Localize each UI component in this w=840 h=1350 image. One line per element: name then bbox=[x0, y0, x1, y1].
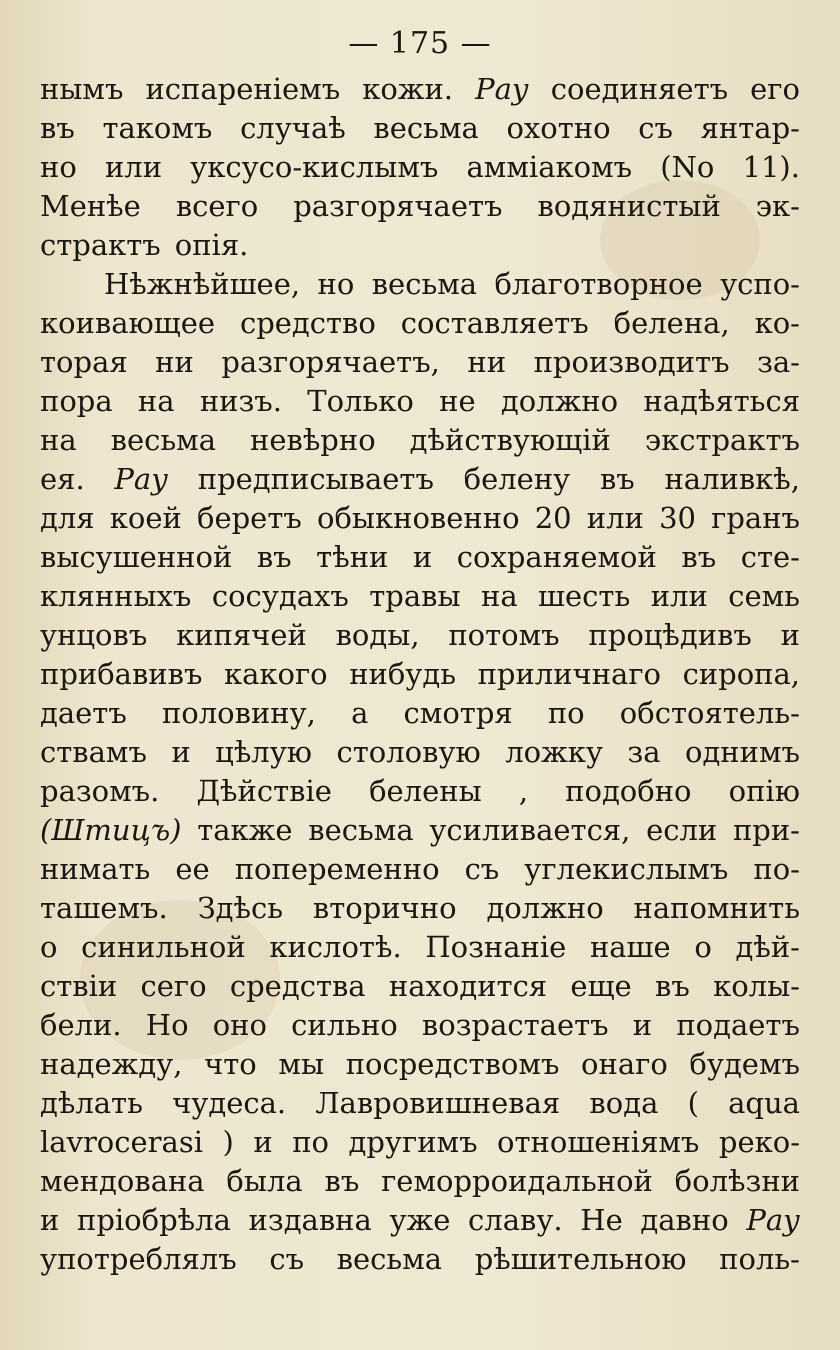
text-line bbox=[40, 265, 800, 304]
word: не bbox=[439, 384, 476, 418]
word: бели. bbox=[40, 1008, 122, 1042]
word: столовую bbox=[336, 735, 481, 769]
word: дѣйствующій bbox=[409, 423, 611, 457]
word: должно bbox=[500, 384, 619, 418]
word: въ bbox=[40, 111, 75, 145]
word: вода bbox=[589, 1086, 659, 1120]
text-line bbox=[40, 148, 800, 187]
word: за bbox=[627, 735, 661, 769]
word: сте- bbox=[740, 540, 800, 574]
word: нибудь bbox=[349, 657, 457, 691]
text-line bbox=[40, 1084, 800, 1123]
text-line bbox=[40, 772, 800, 811]
page-number: — 175 — bbox=[348, 26, 492, 61]
word: нымъ bbox=[40, 72, 124, 106]
text-line bbox=[40, 1123, 800, 1162]
word: сильно bbox=[291, 1008, 398, 1042]
word: съ bbox=[269, 1242, 305, 1276]
word: коивающее bbox=[40, 306, 216, 340]
word: весьма bbox=[308, 813, 414, 847]
text-line bbox=[40, 1006, 800, 1045]
word: ложку bbox=[505, 735, 603, 769]
word: если bbox=[646, 813, 718, 847]
word: была bbox=[226, 1164, 303, 1198]
word: амміакомъ bbox=[466, 150, 633, 184]
word: Рау bbox=[114, 462, 169, 496]
word: ) bbox=[222, 1125, 234, 1159]
word: весьма bbox=[373, 111, 479, 145]
word: янтар- bbox=[700, 111, 800, 145]
text-line bbox=[40, 811, 800, 850]
word: Рау bbox=[475, 72, 529, 106]
word: ее bbox=[175, 852, 210, 886]
word: надежду, bbox=[40, 1047, 183, 1081]
word: рѣшительною bbox=[474, 1242, 687, 1276]
word: должно bbox=[486, 891, 604, 925]
word: предписываетъ bbox=[197, 462, 434, 496]
word: и bbox=[40, 1203, 60, 1237]
word: пора bbox=[40, 384, 113, 418]
text-line bbox=[40, 187, 800, 226]
word: о bbox=[694, 930, 712, 964]
word: разгорячаетъ bbox=[293, 189, 503, 223]
word: а bbox=[351, 696, 369, 730]
word: Познаніе bbox=[425, 930, 567, 964]
word: по bbox=[292, 1125, 329, 1159]
word: aqua bbox=[728, 1086, 800, 1120]
word: ея. bbox=[40, 462, 85, 496]
text-line bbox=[40, 577, 800, 616]
word: нимать bbox=[40, 852, 151, 886]
word: и bbox=[171, 735, 191, 769]
word: Не bbox=[580, 1203, 623, 1237]
word: опія. bbox=[174, 228, 249, 262]
word: на bbox=[480, 579, 518, 613]
text-line bbox=[40, 304, 800, 343]
word: попеременно bbox=[234, 852, 440, 886]
word: страктъ bbox=[40, 228, 161, 262]
text-line bbox=[40, 460, 800, 499]
word: будемъ bbox=[689, 1047, 800, 1081]
word: Менѣе bbox=[40, 189, 141, 223]
word: однимъ bbox=[684, 735, 800, 769]
word: наливкѣ, bbox=[664, 462, 800, 496]
word: разгорячаетъ, bbox=[221, 345, 440, 379]
word: давно bbox=[640, 1203, 729, 1237]
word: обыкновенно bbox=[317, 501, 520, 535]
text-line bbox=[40, 499, 800, 538]
word: съ bbox=[464, 852, 500, 886]
word: средства bbox=[229, 969, 366, 1003]
word: коей bbox=[109, 501, 182, 535]
word: синильной bbox=[81, 930, 246, 964]
word: Лавровишневая bbox=[315, 1086, 561, 1120]
word: 11). bbox=[742, 150, 800, 184]
word: воды, bbox=[335, 618, 420, 652]
word: въ bbox=[256, 540, 292, 574]
word: по- bbox=[753, 852, 800, 886]
word: эк- bbox=[755, 189, 800, 223]
word: цѣлую bbox=[215, 735, 313, 769]
text-line bbox=[40, 889, 800, 928]
word: мендована bbox=[40, 1164, 205, 1198]
word: дѣй- bbox=[735, 930, 800, 964]
word: уже bbox=[389, 1203, 451, 1237]
word: торая bbox=[40, 345, 128, 379]
word: ( bbox=[687, 1086, 699, 1120]
word: но bbox=[40, 150, 77, 184]
word: половину, bbox=[161, 696, 316, 730]
word: семь bbox=[728, 579, 800, 613]
word: что bbox=[204, 1047, 257, 1081]
word: и bbox=[780, 618, 800, 652]
text-line bbox=[40, 343, 800, 382]
word: тѣни bbox=[316, 540, 389, 574]
word: сосудахъ bbox=[211, 579, 349, 613]
word: 20 bbox=[534, 501, 572, 535]
word: беретъ bbox=[197, 501, 302, 535]
word: ни bbox=[155, 345, 194, 379]
word: также bbox=[197, 813, 293, 847]
word: благотворное bbox=[494, 267, 703, 301]
word: уксусо-кислымъ bbox=[190, 150, 439, 184]
word: и bbox=[412, 540, 433, 574]
body-text bbox=[40, 70, 800, 1279]
word: гранъ bbox=[711, 501, 800, 535]
word: смотря bbox=[403, 696, 513, 730]
word: весьма bbox=[371, 267, 478, 301]
word: случаѣ bbox=[240, 111, 346, 145]
word: геморроидальной bbox=[381, 1164, 653, 1198]
word: при- bbox=[732, 813, 800, 847]
word: или bbox=[650, 579, 708, 613]
word: успо- bbox=[720, 267, 800, 301]
word: издавна bbox=[248, 1203, 372, 1237]
word: чудеса. bbox=[172, 1086, 287, 1120]
word: въ bbox=[599, 462, 635, 496]
word: еще bbox=[570, 969, 632, 1003]
text-line bbox=[40, 421, 800, 460]
word: поль- bbox=[719, 1242, 800, 1276]
word: ни bbox=[467, 345, 507, 379]
word: средство bbox=[239, 306, 376, 340]
word: въ bbox=[324, 1164, 360, 1198]
word: сего bbox=[140, 969, 207, 1003]
word: ствіи bbox=[40, 969, 118, 1003]
word: наше bbox=[589, 930, 671, 964]
word: реко- bbox=[718, 1125, 800, 1159]
word: Но bbox=[145, 1008, 189, 1042]
word: углекислымъ bbox=[524, 852, 729, 886]
word: ко- bbox=[754, 306, 800, 340]
word: въ bbox=[681, 540, 717, 574]
text-line bbox=[40, 616, 800, 655]
word: всего bbox=[175, 189, 259, 223]
word: мы bbox=[278, 1047, 325, 1081]
word: обстоятель- bbox=[619, 696, 800, 730]
text-line bbox=[40, 109, 800, 148]
word: онаго bbox=[581, 1047, 668, 1081]
word: высушенной bbox=[40, 540, 233, 574]
word: опію bbox=[728, 774, 800, 808]
word: болѣзни bbox=[674, 1164, 800, 1198]
word: на bbox=[137, 384, 175, 418]
text-line bbox=[40, 1240, 800, 1279]
word: въ bbox=[655, 969, 690, 1003]
word: посредствомъ bbox=[345, 1047, 560, 1081]
word: сохраняемой bbox=[456, 540, 657, 574]
word: на bbox=[40, 423, 77, 457]
text-line bbox=[40, 226, 800, 265]
word: вторично bbox=[312, 891, 457, 925]
word: , bbox=[518, 774, 529, 808]
word: составляетъ bbox=[400, 306, 589, 340]
word: весьма bbox=[110, 423, 216, 457]
word: кипячей bbox=[176, 618, 307, 652]
word: ствамъ bbox=[40, 735, 147, 769]
word: травы bbox=[369, 579, 461, 613]
word: приличнаго bbox=[477, 657, 661, 691]
word: низъ. bbox=[199, 384, 282, 418]
word: даетъ bbox=[40, 696, 127, 730]
word: и bbox=[632, 1008, 653, 1042]
text-line bbox=[40, 694, 800, 733]
word: шесть bbox=[538, 579, 631, 613]
text-line bbox=[40, 655, 800, 694]
word: белена, bbox=[613, 306, 730, 340]
word: оно bbox=[212, 1008, 267, 1042]
word: белены bbox=[369, 774, 482, 808]
word: возрастаетъ bbox=[421, 1008, 609, 1042]
word: напомнить bbox=[633, 891, 800, 925]
word: такомъ bbox=[102, 111, 213, 145]
text-line bbox=[40, 850, 800, 889]
word: lavrocerasi bbox=[40, 1125, 203, 1159]
text-line bbox=[40, 382, 800, 421]
word: подаетъ bbox=[676, 1008, 800, 1042]
word: производитъ bbox=[533, 345, 730, 379]
word: Здѣсь bbox=[197, 891, 284, 925]
word: невѣрно bbox=[250, 423, 376, 457]
text-line bbox=[40, 967, 800, 1006]
word: находится bbox=[388, 969, 548, 1003]
word: процѣдивъ bbox=[588, 618, 752, 652]
text-line bbox=[40, 538, 800, 577]
word: употреблялъ bbox=[40, 1242, 237, 1276]
word: Дѣйствіе bbox=[196, 774, 332, 808]
word: по bbox=[547, 696, 585, 730]
word: охотно bbox=[506, 111, 611, 145]
text-line bbox=[40, 70, 800, 109]
word: (No bbox=[660, 150, 715, 184]
text-line bbox=[40, 1045, 800, 1084]
word: или bbox=[586, 501, 644, 535]
word: (Штицъ) bbox=[40, 813, 182, 847]
word: дѣлать bbox=[40, 1086, 143, 1120]
word: испареніемъ bbox=[145, 72, 341, 106]
word: о bbox=[40, 930, 58, 964]
word: отношеніямъ bbox=[497, 1125, 700, 1159]
word: прибавивъ bbox=[40, 657, 203, 691]
word: кожи. bbox=[362, 72, 454, 106]
word: ташемъ. bbox=[40, 891, 168, 925]
word: соединяетъ bbox=[550, 72, 729, 106]
word: кислотѣ. bbox=[269, 930, 402, 964]
word: за- bbox=[757, 345, 800, 379]
word: колы- bbox=[713, 969, 800, 1003]
word: потомъ bbox=[448, 618, 560, 652]
word: и bbox=[253, 1125, 273, 1159]
word: надѣяться bbox=[643, 384, 800, 418]
word: какого bbox=[223, 657, 328, 691]
word: сиропа, bbox=[682, 657, 800, 691]
word: усиливается, bbox=[429, 813, 631, 847]
word: славу. bbox=[468, 1203, 563, 1237]
word: унцовъ bbox=[40, 618, 148, 652]
word: Нѣжнѣйшее, bbox=[104, 267, 301, 301]
word: водянистый bbox=[537, 189, 721, 223]
text-line bbox=[40, 1162, 800, 1201]
word: экстрактъ bbox=[644, 423, 800, 457]
word: его bbox=[750, 72, 800, 106]
word: пріобрѣла bbox=[77, 1203, 231, 1237]
word: Только bbox=[307, 384, 414, 418]
word: клянныхъ bbox=[40, 579, 192, 613]
text-line bbox=[40, 928, 800, 967]
word: для bbox=[40, 501, 95, 535]
word: весьма bbox=[336, 1242, 443, 1276]
word: но bbox=[317, 267, 355, 301]
text-line bbox=[40, 1201, 800, 1240]
word: съ bbox=[638, 111, 673, 145]
word: подобно bbox=[565, 774, 692, 808]
word: Рау bbox=[746, 1203, 800, 1237]
word: другимъ bbox=[348, 1125, 478, 1159]
word: 30 bbox=[659, 501, 696, 535]
word: или bbox=[104, 150, 163, 184]
word: разомъ. bbox=[40, 774, 160, 808]
text-line bbox=[40, 733, 800, 772]
word: белену bbox=[463, 462, 571, 496]
